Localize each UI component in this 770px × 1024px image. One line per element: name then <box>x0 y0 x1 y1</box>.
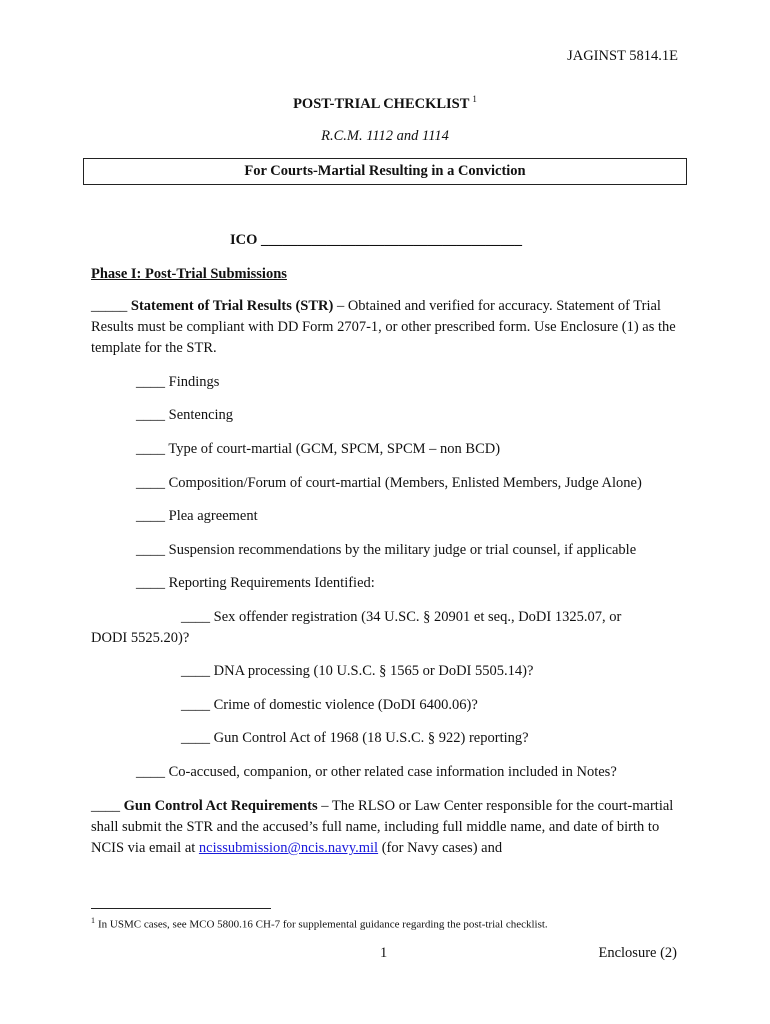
checklist-item-findings <box>136 373 219 391</box>
conviction-heading-box: For Courts-Martial Resulting in a Conviction <box>83 158 687 185</box>
footnote-text: In USMC cases, see MCO 5800.16 CH-7 for supplemental guidance regarding the post-trial checklist. <box>98 918 548 931</box>
subitem-gun-control <box>181 729 529 747</box>
gca-requirements-paragraph <box>91 796 681 859</box>
item-blank[interactable]: ____ <box>181 697 210 713</box>
footnote-mark: 1 <box>91 916 95 925</box>
item-blank[interactable]: ____ <box>136 374 165 390</box>
subitem-sex-offender-continued: DODI 5525.20)? <box>91 630 190 646</box>
document-reference: JAGINST 5814.1E <box>567 48 678 64</box>
item-label: Suspension recommendations by the military judge or trial counsel, if applicable <box>168 542 637 558</box>
item-label: Co-accused, companion, or other related case information included in Notes? <box>168 764 617 780</box>
checklist-item-type <box>136 440 500 458</box>
checklist-item-plea <box>136 507 258 525</box>
title-text: POST-TRIAL CHECKLIST <box>293 95 470 112</box>
item-blank[interactable]: ____ <box>136 508 165 524</box>
checklist-item-coaccused <box>136 763 617 781</box>
str-paragraph <box>91 296 681 359</box>
item-blank[interactable]: ____ <box>136 475 165 491</box>
item-label: Findings <box>168 374 220 390</box>
item-label: Type of court-martial (GCM, SPCM, SPCM – non BCD) <box>168 441 501 457</box>
footnote-divider <box>91 908 271 909</box>
str-checkbox-blank[interactable]: _____ <box>91 298 128 314</box>
phase-1-heading: Phase I: Post-Trial Submissions <box>91 266 287 282</box>
item-blank[interactable]: ____ <box>181 730 210 746</box>
item-blank[interactable]: ____ <box>136 407 165 423</box>
item-label: Gun Control Act of 1968 (18 U.S.C. § 922) reporting? <box>213 730 529 746</box>
item-blank[interactable]: ____ <box>181 663 210 679</box>
checklist-item-reporting <box>136 574 375 592</box>
page-number: 1 <box>380 945 388 961</box>
item-blank[interactable]: ____ <box>136 764 165 780</box>
item-blank[interactable]: ____ <box>136 575 165 591</box>
ico-field <box>230 232 522 249</box>
gca-checkbox-blank[interactable]: ____ <box>91 798 120 814</box>
footnote <box>91 916 548 931</box>
gca-text: – The RLSO or Law Center responsible for the court-martial shall submit the STR and the accused’s full name, including full middle name, and date of birth to NCIS via email at <box>91 798 674 856</box>
str-label: Statement of Trial Results (STR) <box>130 298 334 314</box>
document-title <box>0 94 770 113</box>
ico-label: ICO <box>230 232 258 248</box>
item-label: Crime of domestic violence (DoDI 6400.06)? <box>213 697 478 713</box>
checklist-item-sentencing <box>136 406 233 424</box>
document-subtitle: R.C.M. 1112 and 1114 <box>321 128 449 144</box>
subitem-domestic-violence <box>181 696 478 714</box>
item-blank[interactable]: ____ <box>136 542 165 558</box>
item-label: Sex offender registration (34 U.SC. § 20901 et seq., DoDI 1325.07, or <box>213 609 622 625</box>
item-label: Composition/Forum of court-martial (Members, Enlisted Members, Judge Alone) <box>168 475 642 491</box>
title-footnote-mark: 1 <box>472 94 477 104</box>
item-blank[interactable]: ____ <box>181 609 210 625</box>
gca-label: Gun Control Act Requirements <box>123 798 318 814</box>
item-label: Sentencing <box>168 407 234 423</box>
item-label: Plea agreement <box>168 508 258 524</box>
item-label: DNA processing (10 U.S.C. § 1565 or DoDI 5505.14)? <box>213 663 534 679</box>
item-blank[interactable]: ____ <box>136 441 165 457</box>
enclosure-label: Enclosure (2) <box>598 945 677 961</box>
subitem-dna <box>181 662 533 680</box>
item-label: Reporting Requirements Identified: <box>168 575 375 591</box>
ncis-email-link[interactable]: ncissubmission@ncis.navy.mil <box>198 840 379 856</box>
ico-blank-line[interactable]: ____________________________________ <box>261 232 523 248</box>
checklist-item-composition <box>136 474 642 492</box>
subitem-sex-offender <box>181 608 621 626</box>
gca-text-after: (for Navy cases) and <box>378 840 503 856</box>
str-text: – Obtained and verified for accuracy. Statement of Trial Results must be compliant with DD Form 2707-1, or other prescribed form. Use Enclosure (1) as the template for the STR. <box>91 298 676 356</box>
checklist-item-suspension <box>136 541 636 559</box>
